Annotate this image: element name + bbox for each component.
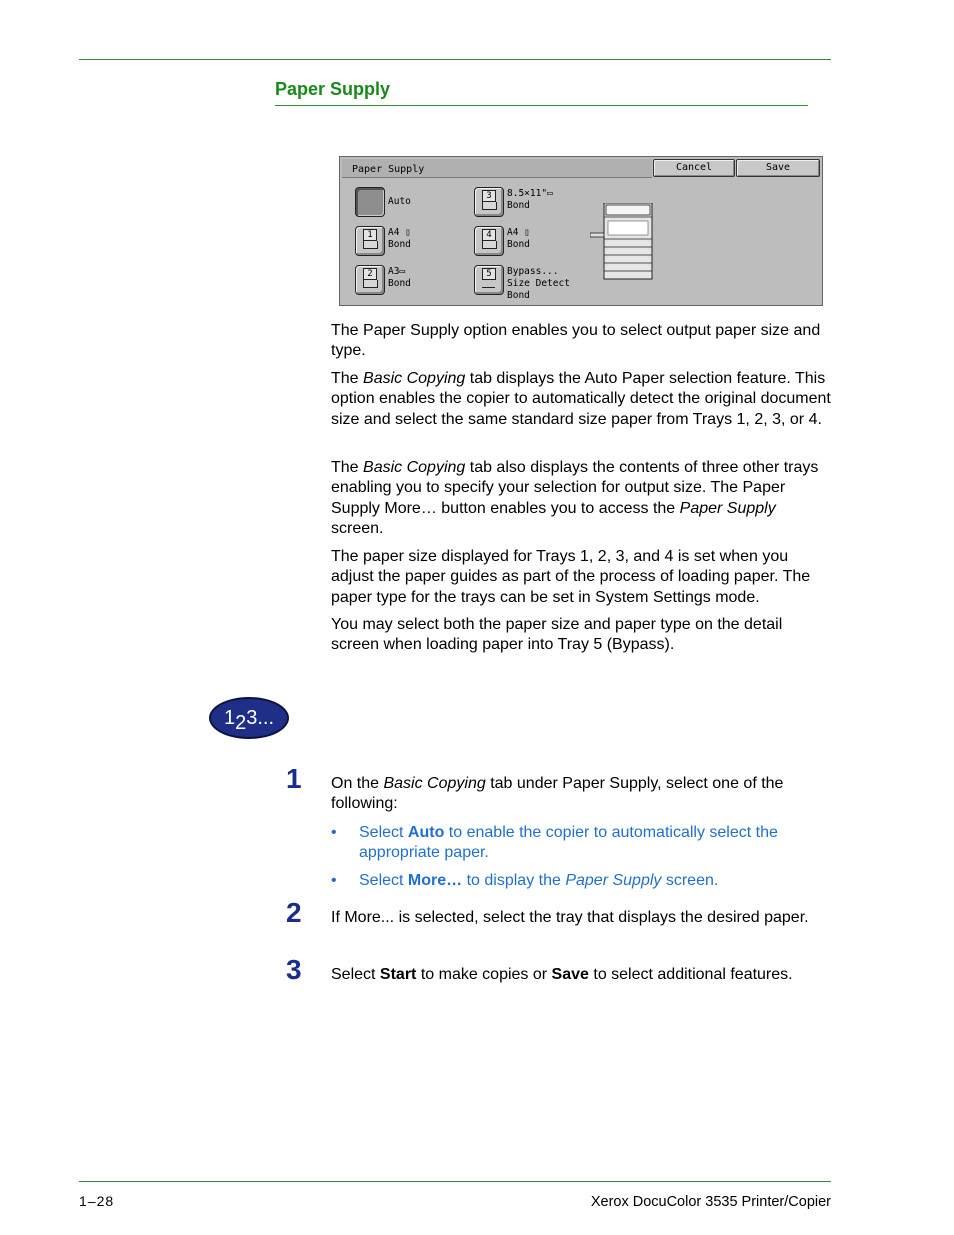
tray-number: 4 [482,229,496,241]
bypass-arrow-icon [482,280,495,288]
paragraph-intro: The Paper Supply option enables you to select output paper size and type. [331,322,821,360]
save-button[interactable]: Save [736,159,820,177]
tray-number: 1 [363,229,377,241]
screen-titlebar [342,159,652,178]
auto-button[interactable] [355,187,385,217]
paper-supply-screenshot [339,156,823,306]
paragraph-trays: The Basic Copying tab also displays the contents of three other trays enabling you to specify your selection for output size. The Paper Supply More… button enables you to access the Paper Supply screen. [331,459,819,537]
tray-label-2: A3▭ Bond [388,266,411,289]
tray-label-auto: Auto [388,196,411,207]
tray-4-button[interactable] [474,226,504,256]
section-title: Paper Supply [275,79,391,99]
steps-badge-icon: 123... [209,697,289,739]
tray-2-button[interactable] [355,265,385,295]
screen-title: Paper Supply [352,164,425,175]
page-number: 1–28 [79,1193,115,1209]
product-name: Xerox DocuColor 3535 Printer/Copier [590,1194,831,1210]
cancel-button[interactable]: Cancel [653,159,735,177]
paper-tray-icon [363,280,378,288]
tray-label-4: A4 ▯ Bond [507,227,530,250]
step-number-3: 3 [286,954,302,985]
paper-tray-icon [482,241,497,249]
paragraph-auto: The Basic Copying tab displays the Auto Paper selection feature. This option enables the copier to automatically detect the original document size and select the same standard size paper from Trays 1, 2, 3, or 4. [331,370,831,428]
tray-label-5: Bypass... Size Detect Bond [507,266,570,301]
tray-1-button[interactable] [355,226,385,256]
paper-tray-icon [363,241,378,249]
step-3-text: Select Start to make copies or Save to select additional features. [331,966,793,983]
paper-tray-icon [482,202,497,210]
tray-number: 5 [482,268,496,280]
footer-rule [79,1181,831,1182]
tray-label-1: A4 ▯ Bond [388,227,411,250]
tray-number: 2 [363,268,377,280]
step-1-text: On the Basic Copying tab under Paper Supply, select one of the following: [331,775,784,813]
section-rule [275,105,808,106]
step-number-1: 1 [286,763,302,794]
paragraph-bypass: You may select both the paper size and paper type on the detail screen when loading paper into Tray 5 (Bypass). [331,616,783,654]
step-2-text: If More... is selected, select the tray that displays the desired paper. [331,909,809,926]
tray-3-button[interactable] [474,187,504,217]
tray-number: 3 [482,190,496,202]
top-rule [79,59,831,60]
tray-5-button[interactable] [474,265,504,295]
paragraph-paper-size: The paper size displayed for Trays 1, 2, 3, and 4 is set when you adjust the paper guides as part of the process of loading paper. The paper type for the trays can be set in System Settings mode. [331,548,811,606]
printer-icon [590,203,654,283]
step-number-2: 2 [286,897,302,928]
tray-label-3: 8.5×11"▭ Bond [507,188,553,211]
